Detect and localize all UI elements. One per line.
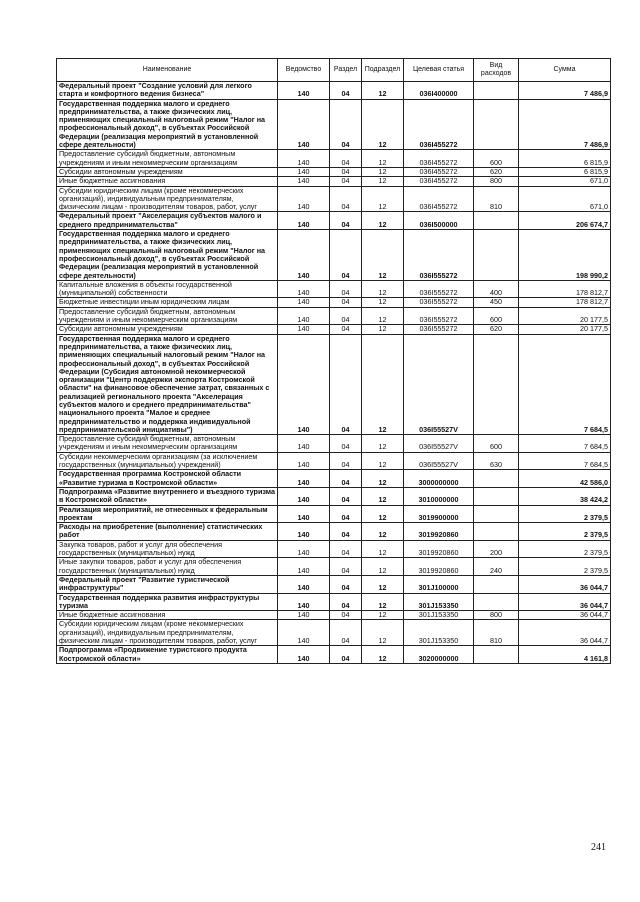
table-row [57,334,611,435]
row-dept: 140 [278,150,330,168]
row-name: Расходы на приобретение (выполнение) статистических работ [57,523,278,541]
row-exptype [474,82,519,100]
row-article: 301J153350 [404,593,474,611]
row-name: Субсидии юридическим лицам (кроме некоммерческих организаций), индивидуальным предпринимателям, физическим лицам - производителям товаров, работ, услуг [57,620,278,646]
row-section: 04 [330,611,362,620]
row-dept: 140 [278,470,330,488]
table-row [57,452,611,470]
row-section: 04 [330,325,362,334]
row-name: Государственная программа Костромской области «Развитие туризма в Костромской области» [57,470,278,488]
row-name: Федеральный проект "Акселерация субъектов малого и среднего предпринимательства" [57,212,278,230]
row-section: 04 [330,99,362,150]
row-name: Реализация мероприятий, не отнесенных к федеральным проектам [57,505,278,523]
row-subsection: 12 [362,212,404,230]
table-row [57,298,611,307]
row-article: 301J153350 [404,620,474,646]
row-section: 04 [330,334,362,435]
row-name: Подпрограмма «Развитие внутреннего и въездного туризма в Костромской области» [57,487,278,505]
row-amount: 7 486,9 [519,99,611,150]
row-amount: 671,0 [519,186,611,212]
row-name: Государственная поддержка малого и среднего предпринимательства, а также физических лиц, применяющих специальный налоговый режим "Налог на профессиональный доход", в субъектах Российской Федерации (реализация мероприятий в установленной сфере деятельности) [57,230,278,281]
row-article: 3000000000 [404,470,474,488]
row-section: 04 [330,212,362,230]
row-dept: 140 [278,452,330,470]
row-exptype: 450 [474,298,519,307]
row-amount: 7 486,9 [519,82,611,100]
row-section: 04 [330,575,362,593]
row-subsection: 12 [362,611,404,620]
row-name: Иные бюджетные ассигнования [57,611,278,620]
row-subsection: 12 [362,435,404,453]
row-exptype: 630 [474,452,519,470]
row-exptype: 800 [474,177,519,186]
row-subsection: 12 [362,575,404,593]
row-section: 04 [330,593,362,611]
row-article: 036I555272 [404,298,474,307]
row-subsection: 12 [362,82,404,100]
row-subsection: 12 [362,540,404,558]
row-exptype [474,575,519,593]
budget-table-sheet [56,58,610,664]
table-row [57,150,611,168]
table-row [57,82,611,100]
row-exptype: 240 [474,558,519,576]
row-section: 04 [330,540,362,558]
row-exptype [474,212,519,230]
row-section: 04 [330,620,362,646]
row-exptype [474,523,519,541]
row-article: 036I400000 [404,82,474,100]
row-name: Предоставление субсидий бюджетным, автономным учреждениям и иным некоммерческим организациям [57,307,278,325]
row-subsection: 12 [362,505,404,523]
row-article: 036I455272 [404,177,474,186]
row-subsection: 12 [362,280,404,298]
row-section: 04 [330,435,362,453]
row-amount: 671,0 [519,177,611,186]
row-dept: 140 [278,646,330,664]
table-row [57,593,611,611]
row-amount: 36 044,7 [519,620,611,646]
row-subsection: 12 [362,593,404,611]
row-dept: 140 [278,177,330,186]
row-dept: 140 [278,611,330,620]
table-row [57,212,611,230]
row-name: Подпрограмма «Продвижение туристского продукта Костромской области» [57,646,278,664]
table-row [57,505,611,523]
table-row [57,325,611,334]
table-row [57,575,611,593]
row-amount: 206 674,7 [519,212,611,230]
table-row [57,177,611,186]
row-amount: 7 684,5 [519,435,611,453]
row-dept: 140 [278,540,330,558]
row-amount: 7 684,5 [519,452,611,470]
header-exptype: Вид расходов [474,59,519,82]
header-amount: Сумма [519,59,611,82]
row-subsection: 12 [362,558,404,576]
budget-table [56,58,611,664]
row-dept: 140 [278,593,330,611]
row-section: 04 [330,186,362,212]
row-name: Предоставление субсидий бюджетным, автономным учреждениям и иным некоммерческим организациям [57,150,278,168]
row-article: 036I55527V [404,435,474,453]
row-exptype [474,505,519,523]
row-amount: 2 379,5 [519,540,611,558]
row-subsection: 12 [362,325,404,334]
row-amount: 36 044,7 [519,593,611,611]
row-article: 3019900000 [404,505,474,523]
row-article: 036I555272 [404,325,474,334]
row-dept: 140 [278,298,330,307]
row-amount: 2 379,5 [519,523,611,541]
row-article: 3019920860 [404,540,474,558]
table-row [57,230,611,281]
row-exptype: 810 [474,620,519,646]
row-section: 04 [330,280,362,298]
row-subsection: 12 [362,646,404,664]
row-amount: 36 044,7 [519,575,611,593]
row-amount: 178 812,7 [519,280,611,298]
row-amount: 2 379,5 [519,558,611,576]
row-exptype: 400 [474,280,519,298]
row-subsection: 12 [362,452,404,470]
row-article: 301J100000 [404,575,474,593]
row-exptype [474,334,519,435]
row-subsection: 12 [362,307,404,325]
page-number: 241 [591,842,606,853]
row-name: Федеральный проект "Развитие туристической инфраструктуры" [57,575,278,593]
row-amount: 4 161,8 [519,646,611,664]
row-subsection: 12 [362,334,404,435]
table-row [57,558,611,576]
row-name: Государственная поддержка малого и среднего предпринимательства, а также физических лиц, применяющих специальный налоговый режим "Налог на профессиональный доход", в субъектах Российской Федерации (Субсидия автономной некоммерческой организации "Центр поддержки экспорта Костромской области" на финансовое обеспечение затрат, связанных с реализацией регионального проекта "Акселерация субъектов малого и среднего предпринимательства" национального проекта "Малое и среднее предпринимательство и поддержка индивидуальной предпринимательской инициативы") [57,334,278,435]
row-name: Капитальные вложения в объекты государственной (муниципальной) собственности [57,280,278,298]
row-article: 301J153350 [404,611,474,620]
row-subsection: 12 [362,470,404,488]
row-subsection: 12 [362,177,404,186]
row-dept: 140 [278,334,330,435]
row-dept: 140 [278,575,330,593]
row-section: 04 [330,452,362,470]
row-name: Субсидии некоммерческим организациям (за исключением государственных (муниципальных) учреждений) [57,452,278,470]
row-amount: 20 177,5 [519,307,611,325]
table-row [57,186,611,212]
header-article: Целевая статья [404,59,474,82]
row-section: 04 [330,523,362,541]
row-dept: 140 [278,620,330,646]
row-exptype [474,470,519,488]
row-section: 04 [330,558,362,576]
row-amount: 7 684,5 [519,334,611,435]
row-amount: 38 424,2 [519,487,611,505]
row-exptype [474,230,519,281]
row-name: Закупка товаров, работ и услуг для обеспечения государственных (муниципальных) нужд [57,540,278,558]
row-article: 036I455272 [404,150,474,168]
table-row [57,307,611,325]
row-subsection: 12 [362,167,404,176]
row-article: 3019920860 [404,558,474,576]
row-dept: 140 [278,505,330,523]
table-row [57,470,611,488]
header-dept: Ведомство [278,59,330,82]
row-article: 036I555272 [404,307,474,325]
row-subsection: 12 [362,487,404,505]
row-article: 036I455272 [404,186,474,212]
row-section: 04 [330,307,362,325]
row-exptype: 200 [474,540,519,558]
row-article: 036I555272 [404,280,474,298]
row-article: 036I455272 [404,99,474,150]
row-section: 04 [330,505,362,523]
row-dept: 140 [278,212,330,230]
row-dept: 140 [278,186,330,212]
row-subsection: 12 [362,186,404,212]
row-section: 04 [330,487,362,505]
row-amount: 2 379,5 [519,505,611,523]
row-subsection: 12 [362,99,404,150]
row-exptype: 620 [474,325,519,334]
row-section: 04 [330,298,362,307]
row-dept: 140 [278,99,330,150]
row-name: Федеральный проект "Создание условий для легкого старта и комфортного ведения бизнеса" [57,82,278,100]
row-dept: 140 [278,230,330,281]
row-exptype [474,487,519,505]
row-dept: 140 [278,167,330,176]
row-name: Иные бюджетные ассигнования [57,177,278,186]
table-body [57,82,611,664]
row-exptype: 600 [474,150,519,168]
table-row [57,540,611,558]
row-name: Субсидии юридическим лицам (кроме некоммерческих организаций), индивидуальным предпринимателям, физическим лицам - производителям товаров, работ, услуг [57,186,278,212]
row-amount: 6 815,9 [519,167,611,176]
table-row [57,646,611,664]
row-section: 04 [330,230,362,281]
row-subsection: 12 [362,620,404,646]
row-dept: 140 [278,558,330,576]
row-section: 04 [330,470,362,488]
row-exptype [474,593,519,611]
row-exptype [474,99,519,150]
table-row [57,435,611,453]
row-subsection: 12 [362,230,404,281]
row-exptype: 810 [474,186,519,212]
row-dept: 140 [278,280,330,298]
row-article: 3020000000 [404,646,474,664]
row-exptype: 600 [474,435,519,453]
table-row [57,280,611,298]
row-article: 036I55527V [404,452,474,470]
row-section: 04 [330,82,362,100]
row-article: 3010000000 [404,487,474,505]
row-section: 04 [330,646,362,664]
table-row [57,487,611,505]
row-amount: 6 815,9 [519,150,611,168]
table-row [57,523,611,541]
row-dept: 140 [278,523,330,541]
row-name: Предоставление субсидий бюджетным, автономным учреждениям и иным некоммерческим организациям [57,435,278,453]
row-article: 3019920860 [404,523,474,541]
row-article: 036I555272 [404,230,474,281]
row-name: Субсидии автономным учреждениям [57,325,278,334]
row-subsection: 12 [362,298,404,307]
row-exptype: 620 [474,167,519,176]
row-name: Бюджетные инвестиции иным юридическим лицам [57,298,278,307]
row-section: 04 [330,177,362,186]
row-amount: 36 044,7 [519,611,611,620]
row-subsection: 12 [362,150,404,168]
header-section: Раздел [330,59,362,82]
row-amount: 178 812,7 [519,298,611,307]
row-dept: 140 [278,325,330,334]
row-name: Иные закупки товаров, работ и услуг для обеспечения государственных (муниципальных) нужд [57,558,278,576]
row-amount: 42 586,0 [519,470,611,488]
row-article: 036I500000 [404,212,474,230]
header-name: Наименование [57,59,278,82]
row-article: 036I455272 [404,167,474,176]
row-exptype [474,646,519,664]
row-section: 04 [330,150,362,168]
row-section: 04 [330,167,362,176]
table-row [57,620,611,646]
header-subsection: Подраздел [362,59,404,82]
row-amount: 20 177,5 [519,325,611,334]
row-name: Государственная поддержка развития инфраструктуры туризма [57,593,278,611]
row-article: 036I55527V [404,334,474,435]
row-dept: 140 [278,435,330,453]
row-exptype: 800 [474,611,519,620]
row-amount: 198 990,2 [519,230,611,281]
table-header-row [57,59,611,82]
row-exptype: 600 [474,307,519,325]
row-name: Субсидии автономным учреждениям [57,167,278,176]
row-dept: 140 [278,82,330,100]
row-subsection: 12 [362,523,404,541]
row-name: Государственная поддержка малого и среднего предпринимательства, а также физических лиц, применяющих специальный налоговый режим "Налог на профессиональный доход", в субъектах Российской Федерации (реализация мероприятий в установленной сфере деятельности) [57,99,278,150]
table-row [57,99,611,150]
row-dept: 140 [278,307,330,325]
row-dept: 140 [278,487,330,505]
